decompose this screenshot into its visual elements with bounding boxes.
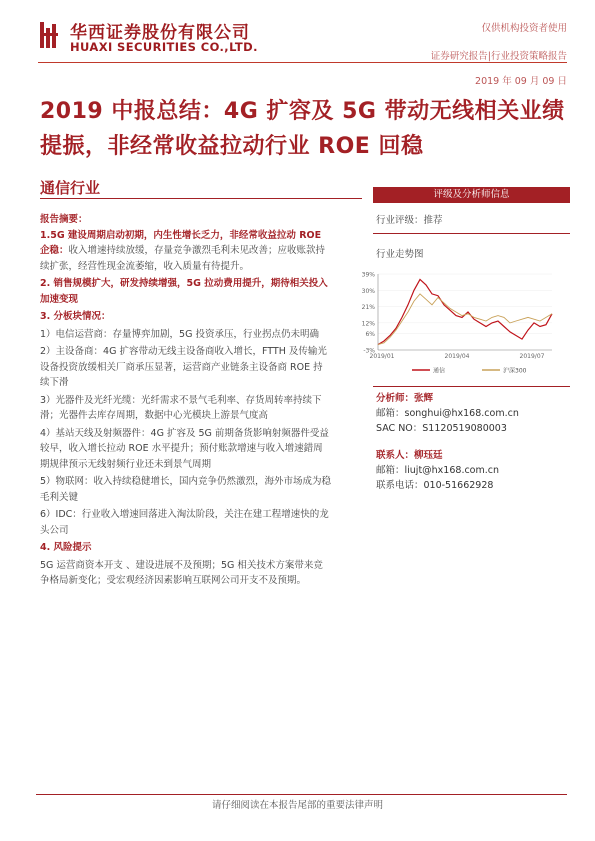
section-2-title: 2. 销售规模扩大，研发持续增强，5G 拉动费用提升，期待相关投入加速变现 — [40, 278, 328, 305]
y-tick-label: 39% — [361, 271, 375, 279]
rating-divider — [373, 233, 570, 234]
audience-note: 仅供机构投资者使用 — [481, 23, 567, 34]
rating-box-title: 评级及分析师信息 — [373, 187, 570, 203]
section-3-item: 1）电信运营商：存量博弈加剧，5G 投资承压，行业拐点仍未明确 — [40, 328, 319, 340]
summary-heading: 报告摘要： — [40, 214, 88, 225]
trend-chart — [350, 262, 570, 382]
section-1 — [40, 228, 332, 275]
legend-label: 通信 — [433, 367, 446, 375]
y-tick-label: 21% — [361, 304, 375, 312]
contact-email[interactable]: 邮箱：liujt@hx168.com.cn — [376, 465, 500, 476]
y-tick-label: 12% — [361, 320, 375, 328]
huaxi-logo-icon — [40, 22, 62, 48]
analyst-info — [376, 391, 570, 493]
analyst-sac: SAC NO：S1120519080003 — [376, 423, 507, 434]
industry-label: 通信行业 — [40, 179, 101, 197]
series-line-hs300 — [378, 294, 552, 345]
x-tick-label: 2019/01 — [369, 353, 395, 360]
contact-name: 联系人：柳珏廷 — [376, 450, 443, 461]
section-3-item: 5）物联网：收入持续稳健增长，国内竞争仍然激烈，海外市场成为稳毛利关键 — [40, 476, 332, 503]
section-3-item: 6）IDC：行业收入增速回落进入淘汰阶段，关注在建工程增速快的龙头公司 — [40, 509, 329, 536]
section-3-item: 4）基站天线及射频器件：4G 扩容及 5G 前期备货影响射频器件受益较早，收入增长拉动 ROE 水平提升；预付账款增速与收入增速錯周期规律预示无线射频行业还未到景气周期 — [40, 427, 329, 470]
legend-label: 沪深300 — [503, 367, 527, 375]
section-3-title: 3. 分板块情况： — [40, 311, 111, 322]
series-line-telecom — [378, 279, 552, 344]
header-divider — [38, 62, 567, 63]
report-title: 2019 中报总结：4G 扩容及 5G 带动无线相关业绩提振，非经常收益拉动行业 ROE 回稳 — [40, 99, 565, 159]
section-1-body: 收入增速持续放缓，存量竞争激烈毛利未见改善；应收账款持续扩张，经营性现金流萎缩，收入质量有待提升。 — [40, 245, 326, 272]
trend-chart-title: 行业走势图 — [376, 249, 424, 260]
analyst-name: 分析师：张辉 — [376, 393, 434, 404]
section-4-body: 5G 运营商资本开支 、建设进展不及预期；5G 相关技术方案带来竞争格局新变化；受宏观经济因素影响互联网公司开支不及预期。 — [40, 559, 323, 586]
analyst-email[interactable]: 邮箱：songhui@hx168.com.cn — [376, 408, 519, 419]
analyst-divider — [373, 386, 570, 387]
y-tick-label: -3% — [363, 347, 375, 355]
x-tick-label: 2019/07 — [519, 353, 545, 360]
legal-notice[interactable]: 请仔细阅读在本报告尾部的重要法律声明 — [211, 800, 383, 811]
x-tick-label: 2019/04 — [444, 353, 470, 360]
company-name-cn: 华西证券股份有限公司 — [70, 23, 250, 43]
industry-divider — [40, 198, 362, 199]
report-type: 证券研究报告|行业投资策略报告 — [430, 51, 567, 62]
section-3-item: 2）主设备商：4G 扩容带动无线主设备商收入增长，FTTH 及传输光设备投资放缓相关厂商承压显著，运营商产业链条主设备商 ROE 持续下滑 — [40, 346, 327, 388]
section-1-title: 1.5G 建设周期启动初期，内生性增长乏力，非经常收益拉动 ROE 企稳： — [40, 229, 322, 256]
report-summary — [40, 212, 332, 589]
report-date: 2019 年 09 月 09 日 — [475, 76, 567, 87]
industry-rating: 行业评级：推荐 — [376, 215, 443, 226]
footer-divider — [36, 794, 567, 795]
y-tick-label: 6% — [365, 331, 375, 339]
section-4-title: 4. 风险提示 — [40, 542, 92, 553]
y-tick-label: 30% — [361, 287, 375, 295]
company-name-en: HUAXI SECURITIES CO.,LTD. — [70, 40, 258, 54]
contact-phone: 联系电话：010-51662928 — [376, 480, 494, 491]
section-3-item: 3）光器件及光纤光缆：光纤需求不景气毛利率、存货周转率持续下滑；光器件去库存周期，数据中心光模块上游景气度高 — [40, 394, 322, 421]
